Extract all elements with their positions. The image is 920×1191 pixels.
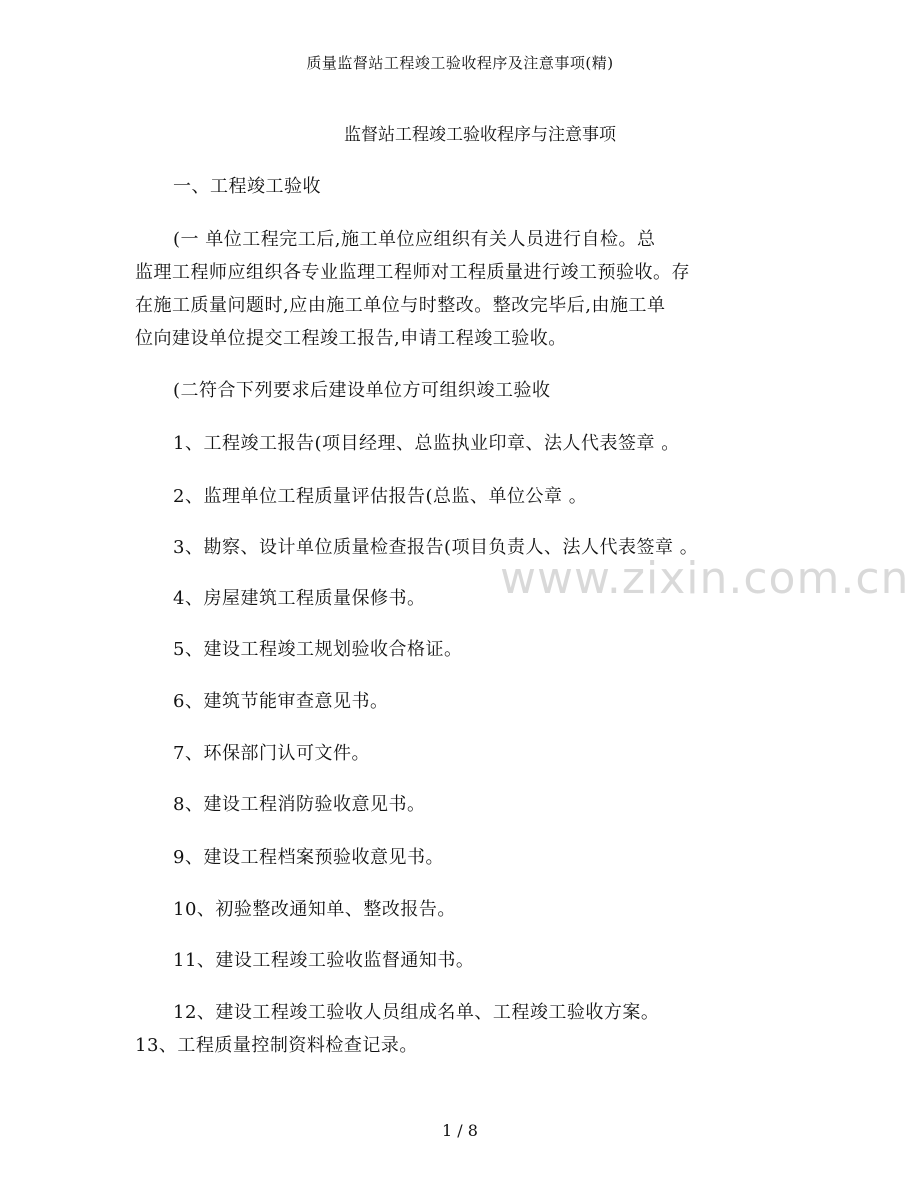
page-header: 质量监督站工程竣工验收程序及注意事项(精) [306, 54, 614, 72]
paragraph-line: 在施工质量问题时,应由施工单位与时整改。整改完毕后,由施工单 [135, 295, 666, 316]
list-item: 7、环保部门认可文件。 [173, 743, 370, 764]
list-item: 9、建设工程档案预验收意见书。 [173, 847, 444, 868]
list-item: 10、初验整改通知单、整改报告。 [173, 899, 456, 920]
paragraph-line: 位向建设单位提交工程竣工报告,申请工程竣工验收。 [135, 328, 567, 349]
paragraph-line: (一 单位工程完工后,施工单位应组织有关人员进行自检。总 [173, 229, 656, 250]
section-heading: 一、工程竣工验收 [173, 176, 321, 197]
list-item: 11、建设工程竣工验收监督通知书。 [173, 950, 475, 971]
list-item: 13、工程质量控制资料检查记录。 [135, 1035, 418, 1056]
list-item: 3、勘察、设计单位质量检查报告(项目负责人、法人代表签章 。 [173, 537, 699, 558]
document-title: 监督站工程竣工验收程序与注意事项 [344, 125, 616, 145]
paragraph-line: 监理工程师应组织各专业监理工程师对工程质量进行竣工预验收。存 [135, 262, 690, 283]
list-item: 12、建设工程竣工验收人员组成名单、工程竣工验收方案。 [173, 1002, 660, 1023]
page-number: 1 / 8 [442, 1121, 478, 1140]
subsection-heading: (二符合下列要求后建设单位方可组织竣工验收 [173, 380, 551, 401]
list-item: 1、工程竣工报告(项目经理、总监执业印章、法人代表签章 。 [173, 433, 680, 454]
list-item: 2、监理单位工程质量评估报告(总监、单位公章 。 [173, 486, 588, 507]
watermark: www.zixin.com.cn [500, 553, 910, 604]
list-item: 6、建筑节能审查意见书。 [173, 691, 389, 712]
list-item: 4、房屋建筑工程质量保修书。 [173, 588, 426, 609]
list-item: 8、建设工程消防验收意见书。 [173, 794, 426, 815]
list-item: 5、建设工程竣工规划验收合格证。 [173, 639, 463, 660]
